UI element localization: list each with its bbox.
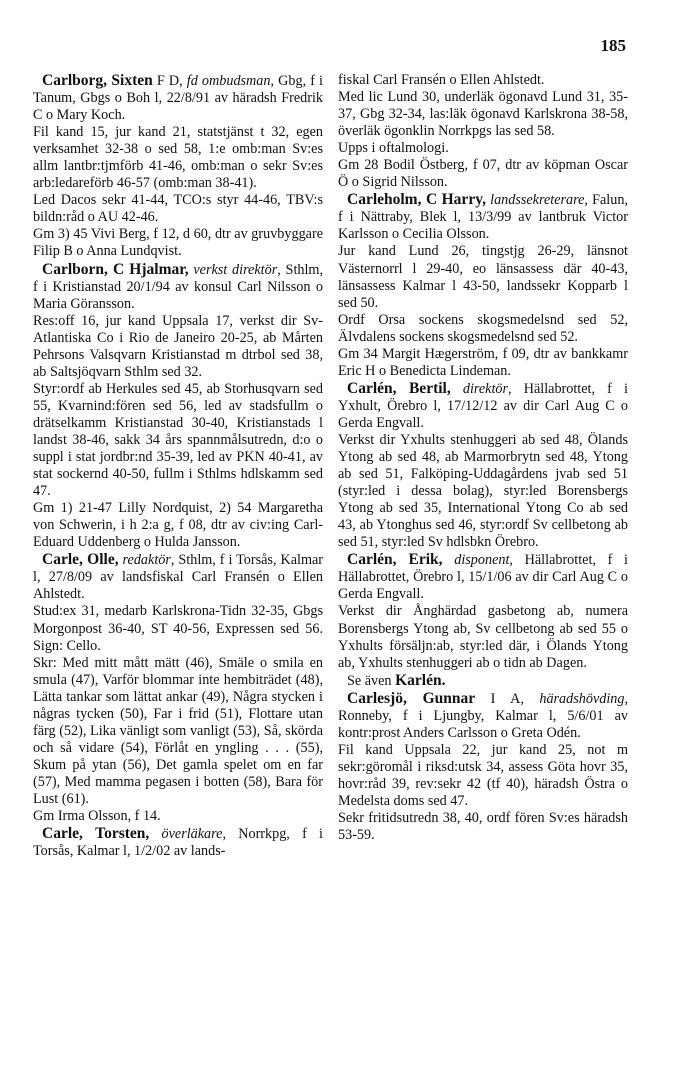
entry-carlesjo-head: Carlesjö, Gunnar I A, häradshövding, Ronneby, f i Ljungby, Kalmar l, 5/6/01 av kontr:prost Anders Carlsson o Greta Odén.	[338, 689, 629, 741]
see-also: Se även Karlén.	[347, 671, 446, 689]
entry-line: Gm 34 Margit Hægerström, f 09, dtr av bankkamr Eric H o Benedicta Lindeman.	[338, 345, 628, 379]
entry-line: Verkst dir Ånghärdad gasbetong ab, numera Borensbergs Ytong ab, Sv cellbetong ab sed 55 o Yxhults försäljn:ab, styr:led där, i Ölands Ytong ab, Yxhults stenhuggeri ab o tidn ab Dagen.	[338, 603, 628, 671]
entry-line: Gm 1) 21-47 Lilly Nordquist, 2) 54 Margaretha von Schwerin, i h 2:a g, f 08, dtr av civ:ing Carl-Eduard Uddenberg o Hulda Jansson.	[33, 500, 323, 551]
entry-line: fiskal Carl Fransén o Ellen Ahlstedt.	[338, 72, 545, 88]
entry-line: Verkst dir Yxhults stenhuggeri ab sed 48, Ölands Ytong ab sed 48, ab Marmorbrytn sed 48, Ytong ab sed 51, Falköping-Uddagårdens jvab sed 51 (styr:led i dessa bolag), styr:led Borensbergs Ytong ab sed 35, International Ytong Co ab sed 43, ab Ytonghus sed 46, styr:ordf Sv cellbetong ab sed 51, styr:led Sv hdlsbkn Örebro.	[338, 431, 628, 551]
entry-name: Carle, Torsten,	[42, 825, 150, 843]
entry-line: Fil kand 15, jur kand 21, statstjänst t 32, egen verksamhet 32-38 o sed 58, 1:e omb:man Sv:es allm lantbr:tjmförb 41-46, omb:man o sekr Sv:es arb:ledareförb 46-57 (omb:man 38-41).	[33, 124, 323, 192]
entry-name: Carlén, Erik,	[347, 551, 443, 569]
entry-carleholm-head: Carleholm, C Harry, landssekreterare, Falun, f i Nättraby, Blek l, 13/3/99 av lantbruk Victor Karlsson o Cecilia Olsson.	[338, 191, 628, 243]
entry-line: Gm 3) 45 Vivi Berg, f 12, d 60, dtr av gruvbyggare Filip B o Anna Lundqvist.	[33, 226, 323, 260]
see-also-name: Karlén.	[395, 671, 446, 689]
entry-carlborn-head: Carlborn, C Hjalmar, verkst direktör, Sthlm, f i Kristianstad 20/1/94 av konsul Carl Nilsson o Maria Göransson.	[33, 260, 324, 312]
entry-line: Gm Irma Olsson, f 14.	[33, 808, 161, 825]
entry-line: Stud:ex 31, medarb Karlskrona-Tidn 32-35, Gbgs Morgonpost 36-40, ST 40-56, Expressen sed 56. Sign: Cello.	[33, 603, 323, 654]
entry-name: Carle, Olle,	[42, 551, 119, 569]
entry-line: Gm 28 Bodil Östberg, f 07, dtr av köpman Oscar Ö o Sigrid Nilsson.	[338, 157, 628, 191]
entry-line: Styr:ordf ab Herkules sed 45, ab Storhusqvarn sed 55, Kvarnind:fören sed 56, led av stadsfullm o drätselkamm Kristianstad 30-40, Kristianstads l landst 38-46, sakk 34 års spannmålsutredn, d:o o suppl i stat jordbr:nd 35-39, led av PKN 40-41, av stat sockernd 40-50, fullm i Sthlms hdlskamm sed 47.	[33, 380, 323, 500]
left-column	[33, 72, 323, 860]
entry-line: Res:off 16, jur kand Uppsala 17, verkst dir Sv-Atlantiska Co i Rio de Janeiro 20-25, ab Mårten Pehrsons Valsqvarn Kristianstad m dtrbol sed 38, ab Saltsjöqvarn Sthlm sed 32.	[33, 312, 323, 380]
entry-name: Carlén, Bertil,	[347, 379, 451, 397]
right-column	[338, 72, 628, 844]
page-number: 185	[600, 36, 626, 55]
entry-carlborg-head: Carlborg, Sixten F D, fd ombudsman, Gbg, f i Tanum, Gbgs o Boh l, 22/8/91 av häradsh Fredrik C o Mary Koch.	[33, 72, 323, 124]
entry-carlen-erik-head: Carlén, Erik, disponent, Hällabrottet, f i Hällabrottet, Örebro l, 15/1/06 av dir Carl Aug C o Gerda Engvall.	[338, 551, 628, 603]
entry-line: Ordf Orsa sockens skogsmedelsnd sed 52, Älvdalens sockens skogsmedelsnd sed 52.	[338, 311, 628, 345]
entry-carlen-bertil-head: Carlén, Bertil, direktör, Hällabrottet, f i Yxhult, Örebro l, 17/12/12 av dir Carl Aug C o Gerda Engvall.	[338, 379, 628, 431]
entry-line: Sekr fritidsutredn 38, 40, ordf fören Sv:es häradsh 53-59.	[338, 810, 628, 844]
entry-name: Carlesjö, Gunnar	[347, 689, 476, 707]
entry-name: Carlborg, Sixten	[42, 72, 153, 89]
entry-name: Carleholm, C Harry,	[347, 191, 486, 209]
entry-line: Fil kand Uppsala 22, jur kand 25, not m sekr:göromål i riksd:utsk 34, assess Göta hovr 35, hovr:råd 39, rev:sekr 42 (tf 40), häradsh Östra o Medelsta doms sed 47.	[338, 741, 628, 809]
entry-carle-olle-head: Carle, Olle, redaktör, Sthlm, f i Torsås, Kalmar l, 27/8/09 av landsfiskal Carl Fransén o Ellen Ahlstedt.	[33, 551, 323, 603]
entry-line: Jur kand Lund 26, tingstjg 26-29, länsnot Västernorrl l 29-40, eo länsassess där 40-43, länsassess Kalmar l 43-50, landssekr Kopparb l sed 50.	[338, 243, 628, 311]
entry-line: Skr: Med mitt mått mätt (46), Smäle o smila en smula (47), Varför blommar inte hembiträdet (48), Lätta tankar som lättat ankar (49), Några stycken i någras tycken (50), Far i frid (51), Flottare utan färg (52), Lika vänligt som vanligt (53), Så, skörda och så vidare (54), Förlåt en yngling . . . (55), Skum på ytan (56), Det gamla spelet om en far (57), Med mamma pegasen i botten (58), Bara för Lust (61).	[33, 654, 323, 807]
entry-line: Med lic Lund 30, underläk ögonavd Lund 31, 35-37, Gbg 32-34, las:läk ögonavd Karlskrona 38-58, överläk ögonklin Norrkpgs las sed 58.	[338, 89, 628, 140]
entry-name: Carlborn, C Hjalmar,	[42, 260, 189, 278]
entry-line: Led Dacos sekr 41-44, TCO:s styr 44-46, TBV:s bildn:råd o AU 42-46.	[33, 192, 323, 226]
entry-line: Upps i oftalmologi.	[338, 140, 449, 157]
entry-carle-torsten-head: Carle, Torsten, överläkare, Norrkpg, f i Torsås, Kalmar l, 1/2/02 av lands-	[33, 825, 323, 860]
